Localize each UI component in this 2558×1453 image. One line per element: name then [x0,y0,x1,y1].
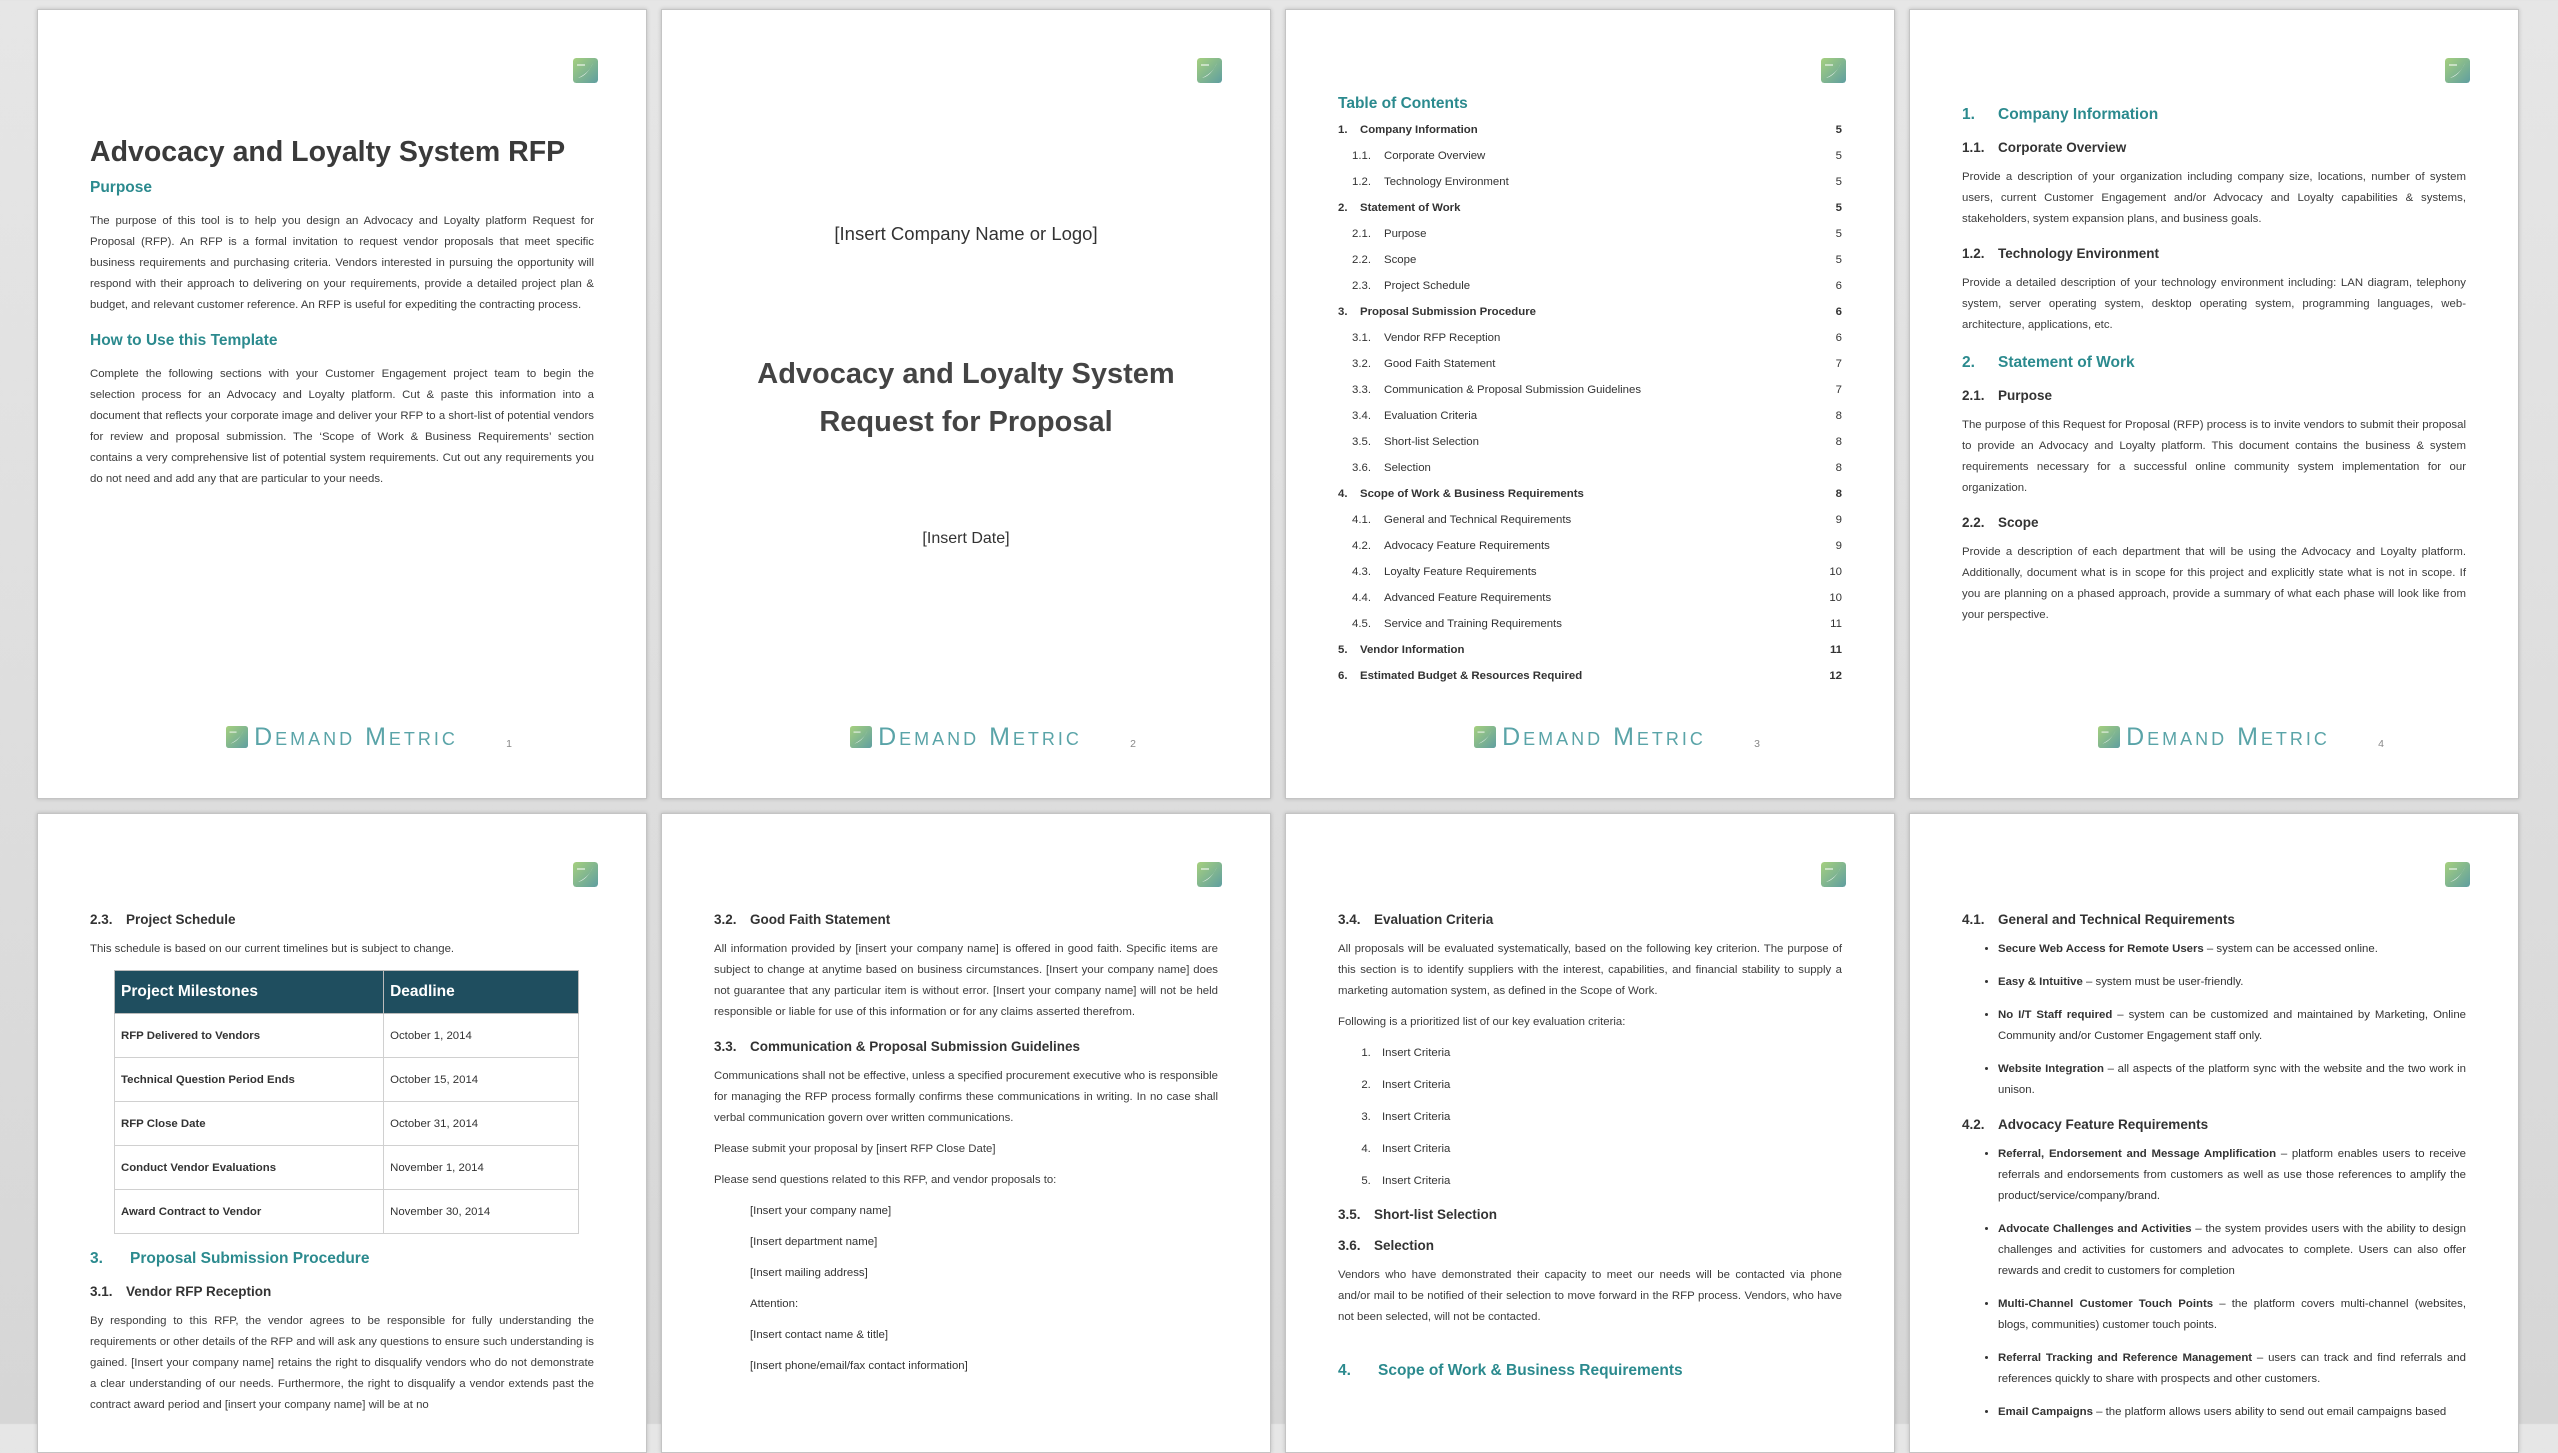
table-row: Technical Question Period Ends October 15, 2014 [115,1058,579,1102]
demand-metric-logo-icon [573,58,598,83]
cover-title-line-2: Request for Proposal [819,406,1113,438]
section-1-1-heading: 1.1. Corporate Overview [1962,140,2127,155]
toc-page-number: 9 [1835,540,1842,552]
howto-heading: How to Use this Template [90,332,278,350]
list-item: • Referral Tracking and Reference Management – users can track and find referrals and references quickly to share with prospects and other customers. [1998,1348,2466,1390]
demand-metric-logo-icon [1821,862,1846,887]
address-line: Attention: [750,1298,799,1310]
criteria-list [1338,1047,1842,1187]
section-3-6-text: Vendors who have demonstrated their capacity to meet our needs will be contacted via phone and/or mail to be notified of their selection to move forward in the RFP process. Vendors, who have not been selected, will not be contacted. [1338,1269,1842,1323]
section-3-1-text: By responding to this RFP, the vendor agrees to be responsible for fully understanding the requirements or other details of the RFP and will ask any questions to ensure such understanding is gained. [Insert your company name] retains the right to disqualify vendors who do not demonstrate a clear understanding of our needs. Furthermore, the right to disqualify a vendor extends past the contract award period and [insert your company name] will be at no [90,1315,594,1411]
section-3-3-heading: 3.3. Communication & Proposal Submission Guidelines [714,1039,1081,1054]
list-item: • No I/T Staff required – system can be customized and maintained by Marketing, Online Community and/or Customer Engagement staff only. [1998,1005,2466,1047]
section-1-heading: 1. Company Information [1962,106,2159,123]
toc-entry[interactable]: 2.2. Scope 5 [1338,247,1842,273]
cover-title-line-1: Advocacy and Loyalty System [757,358,1175,390]
page-number: 3 [1754,738,1760,750]
section-2-2-heading: 2.2. Scope [1962,515,2039,530]
section-2-heading: 2. Statement of Work [1962,354,2135,371]
project-milestones-table [114,970,579,1234]
brand-name: Demand Metric [2126,723,2330,751]
section-3-4-text: All proposals will be evaluated systematically, based on the following key criterion. The purpose of this section is to identify suppliers with the interest, capabilities, and financial stability to supply a marketing automation system, as defined in the Scope of Work. [1338,943,1842,997]
list-item: 1. Insert Criteria [1374,1047,1842,1059]
toc-page-number: 10 [1829,592,1842,604]
toc-entry[interactable]: 2.1. Purpose 5 [1338,221,1842,247]
toc-page-number: 6 [1835,332,1842,344]
demand-metric-logo-icon [850,725,872,749]
toc-page-number: 10 [1829,566,1842,578]
toc-entry[interactable]: 1.2. Technology Environment 5 [1338,169,1842,195]
toc-entry[interactable]: 2. Statement of Work 5 [1338,195,1842,221]
list-item: 2. Insert Criteria [1374,1079,1842,1091]
section-3-2-text: All information provided by [insert your company name] is offered in good faith. Specific items are subject to change at anytime based on business circumstances. [Insert your company name] does not guarantee that any particular item is without error. [Insert your company name] will not be held responsible or liable for use of this information or for any claims asserted therefrom. [714,943,1218,1018]
footer-brand [38,723,646,752]
brand-name: Demand Metric [1502,723,1706,751]
demand-metric-logo-icon [2445,862,2470,887]
address-line: [Insert mailing address] [750,1267,868,1279]
page-4[interactable] [1909,9,2519,799]
footer-brand [662,723,1270,752]
toc-page-number: 5 [1835,228,1842,240]
toc-entry[interactable]: 4.4. Advanced Feature Requirements 10 [1338,585,1842,611]
send-line: Please send questions related to this RFP, and vendor proposals to: [714,1174,1057,1186]
toc-entry[interactable]: 3.4. Evaluation Criteria 8 [1338,403,1842,429]
date-placeholder: [Insert Date] [922,530,1010,547]
toc-page-number: 11 [1830,618,1842,630]
demand-metric-logo-icon [226,725,248,749]
footer-brand [1910,723,2518,752]
demand-metric-logo-icon [573,862,598,887]
address-line: [Insert your company name] [750,1205,892,1217]
address-line: [Insert department name] [750,1236,878,1248]
toc-page-number: 7 [1835,358,1842,370]
toc-entry[interactable]: 4. Scope of Work & Business Requirements 8 [1338,481,1842,507]
list-item: 5. Insert Criteria [1374,1175,1842,1187]
demand-metric-logo-icon [1821,58,1846,83]
section-3-heading: 3. Proposal Submission Procedure [90,1250,370,1267]
section-2-1-heading: 2.1. Purpose [1962,388,2053,403]
toc-entry[interactable]: 4.5. Service and Training Requirements 11 [1338,611,1842,637]
toc-entry[interactable]: 3.3. Communication & Proposal Submission Guidelines 7 [1338,377,1842,403]
section-4-heading: 4. Scope of Work & Business Requirements [1338,1362,1683,1379]
footer-brand [1286,723,1894,752]
list-item: • Email Campaigns – the platform allows users ability to send out email campaigns based [1998,1402,2466,1423]
page-2[interactable] [661,9,1271,799]
general-requirements-list [1962,939,2466,1101]
toc-entry[interactable]: 4.1. General and Technical Requirements 9 [1338,507,1842,533]
document-title: Advocacy and Loyalty System RFP [90,136,566,168]
list-item: • Secure Web Access for Remote Users – system can be accessed online. [1998,939,2466,960]
toc-page-number: 7 [1835,384,1842,396]
purpose-text: The purpose of this tool is to help you design an Advocacy and Loyalty platform Request for Proposal (RFP). An RFP is a formal invitation to request vendor proposals that meet specific business requirements and purchasing criteria. Vendors interested in pursuing the opportunity will respond with their approach to delivering on your requirements, provide a detailed project plan & budget, and relevant customer reference. An RFP is useful for expediting the contracting process. [90,215,594,312]
section-1-2-heading: 1.2. Technology Environment [1962,246,2160,261]
demand-metric-logo-icon [1474,725,1496,749]
table-header-deadline: Deadline [384,971,579,1014]
section-3-5-heading: 3.5. Short-list Selection [1338,1207,1498,1222]
toc-page-number: 5 [1835,254,1842,266]
list-item: • Website Integration – all aspects of the platform sync with the website and the two work in unison. [1998,1059,2466,1101]
criteria-intro: Following is a prioritized list of our key evaluation criteria: [1338,1016,1626,1028]
page-5[interactable] [37,813,647,1453]
section-2-3-text: This schedule is based on our current timelines but is subject to change. [90,943,455,955]
list-item: • Easy & Intuitive – system must be user-friendly. [1998,972,2466,993]
toc-page-number: 8 [1835,410,1842,422]
list-item: 3. Insert Criteria [1374,1111,1842,1123]
page-number: 4 [2378,738,2384,750]
toc-page-number: 5 [1835,150,1842,162]
table-row: RFP Close Date October 31, 2014 [115,1102,579,1146]
toc-page-number: 8 [1835,488,1842,500]
toc-page-number: 6 [1835,280,1842,292]
address-line: [Insert contact name & title] [750,1329,889,1341]
toc-page-number: 5 [1835,124,1842,136]
demand-metric-logo-icon [2445,58,2470,83]
advocacy-requirements-list [1962,1144,2466,1423]
brand-name: Demand Metric [254,723,458,751]
page-number: 2 [1130,738,1136,750]
toc-title: Table of Contents [1338,95,1468,112]
toc-page-number: 5 [1835,176,1842,188]
section-2-1-text: The purpose of this Request for Proposal (RFP) process is to invite vendors to submit their proposal to provide an Advocacy and Loyalty platform. This document contains the business & system requirements necessary for a successful online community system implementation for our organization. [1962,419,2466,494]
section-3-1-heading: 3.1. Vendor RFP Reception [90,1284,272,1299]
page-7[interactable] [1285,813,1895,1453]
toc-entry[interactable]: 4.2. Advocacy Feature Requirements 9 [1338,533,1842,559]
page-8[interactable] [1909,813,2519,1453]
company-placeholder: [Insert Company Name or Logo] [834,223,1098,244]
toc-entry[interactable]: 6. Estimated Budget & Resources Required 12 [1338,663,1842,689]
table-row: RFP Delivered to Vendors October 1, 2014 [115,1014,579,1058]
section-2-3-heading: 2.3. Project Schedule [90,912,236,927]
section-3-2-heading: 3.2. Good Faith Statement [714,912,891,927]
section-1-2-text: Provide a detailed description of your technology environment including: LAN diagram, telephony system, server operating system, desktop operating system, programming languages, web-architecture, applications, etc. [1962,277,2466,331]
page-6[interactable] [661,813,1271,1453]
address-line: [Insert phone/email/fax contact information] [750,1360,968,1372]
toc-entry[interactable]: 3.1. Vendor RFP Reception 6 [1338,325,1842,351]
table-row: Award Contract to Vendor November 30, 2014 [115,1190,579,1234]
page-1[interactable] [37,9,647,799]
toc-entry[interactable]: 3.5. Short-list Selection 8 [1338,429,1842,455]
toc-page-number: 6 [1835,306,1842,318]
purpose-heading: Purpose [90,179,153,197]
page-3[interactable] [1285,9,1895,799]
list-item: 4. Insert Criteria [1374,1143,1842,1155]
demand-metric-logo-icon [1197,862,1222,887]
section-4-1-heading: 4.1. General and Technical Requirements [1962,912,2235,927]
list-item: • Advocate Challenges and Activities – the system provides users with the ability to design challenges and activities for customers and advocates to complete. Users can also offer rewards and credit to customers for completion [1998,1219,2466,1282]
section-3-4-heading: 3.4. Evaluation Criteria [1338,912,1494,927]
submit-line: Please submit your proposal by [insert RFP Close Date] [714,1143,996,1155]
section-2-2-text: Provide a description of each department that will be using the Advocacy and Loyalty platform. Additionally, document what is in scope for this project and explicitly state what is not in scope. If you are planning on a phased approach, provide a summary of what each phase will look like from your perspective. [1962,546,2466,621]
toc-entry[interactable]: 2.3. Project Schedule 6 [1338,273,1842,299]
toc-page-number: 12 [1829,670,1842,682]
toc-entry[interactable]: 3.6. Selection 8 [1338,455,1842,481]
toc-entry[interactable]: 1. Company Information 5 [1338,117,1842,143]
page-number: 1 [506,738,512,750]
toc-entry[interactable]: 4.3. Loyalty Feature Requirements 10 [1338,559,1842,585]
list-item: • Multi-Channel Customer Touch Points – the platform covers multi-channel (websites, blogs, communities) customer touch points. [1998,1294,2466,1336]
list-item: • Referral, Endorsement and Message Amplification – platform enables users to receive referrals and endorsements from customers as well as use those references to amplify the product/service/company/brand. [1998,1144,2466,1207]
toc-page-number: 11 [1829,644,1842,656]
section-3-3-text: Communications shall not be effective, unless a specified procurement executive who is responsible for managing the RFP process formally confirms these communications in writing. In no case shall verbal communication govern over written communications. [714,1070,1218,1124]
toc-entry[interactable]: 3. Proposal Submission Procedure 6 [1338,299,1842,325]
toc-page-number: 5 [1835,202,1842,214]
toc-page-number: 8 [1835,436,1842,448]
table-row: Conduct Vendor Evaluations November 1, 2014 [115,1146,579,1190]
howto-text: Complete the following sections with your Customer Engagement project team to begin the selection process for an Advocacy and Loyalty platform. Cut & paste this information into a document that reflects your corporate image and deliver your RFP to a short-list of potential vendors for review and proposal submission. The ‘Scope of Work & Business Requirements’ section contains a very comprehensive list of potential system requirements. Cut out any requirements you do not need and add any that are particular to your needs. [90,368,594,486]
brand-name: Demand Metric [878,723,1082,751]
section-3-6-heading: 3.6. Selection [1338,1238,1435,1253]
section-1-1-text: Provide a description of your organization including company size, locations, number of system users, current Customer Engagement and/or Advocacy and Loyalty capabilities & systems, stakeholders, system expansion plans, and business goals. [1962,171,2466,225]
demand-metric-logo-icon [2098,725,2120,749]
table-header-milestones: Project Milestones [115,971,384,1014]
toc-page-number: 9 [1835,514,1842,526]
section-4-2-heading: 4.2. Advocacy Feature Requirements [1962,1117,2209,1132]
toc-page-number: 8 [1835,462,1842,474]
toc-entry[interactable]: 5. Vendor Information 11 [1338,637,1842,663]
toc-entry[interactable]: 1.1. Corporate Overview 5 [1338,143,1842,169]
table-of-contents [1338,117,1842,689]
toc-entry[interactable]: 3.2. Good Faith Statement 7 [1338,351,1842,377]
demand-metric-logo-icon [1197,58,1222,83]
